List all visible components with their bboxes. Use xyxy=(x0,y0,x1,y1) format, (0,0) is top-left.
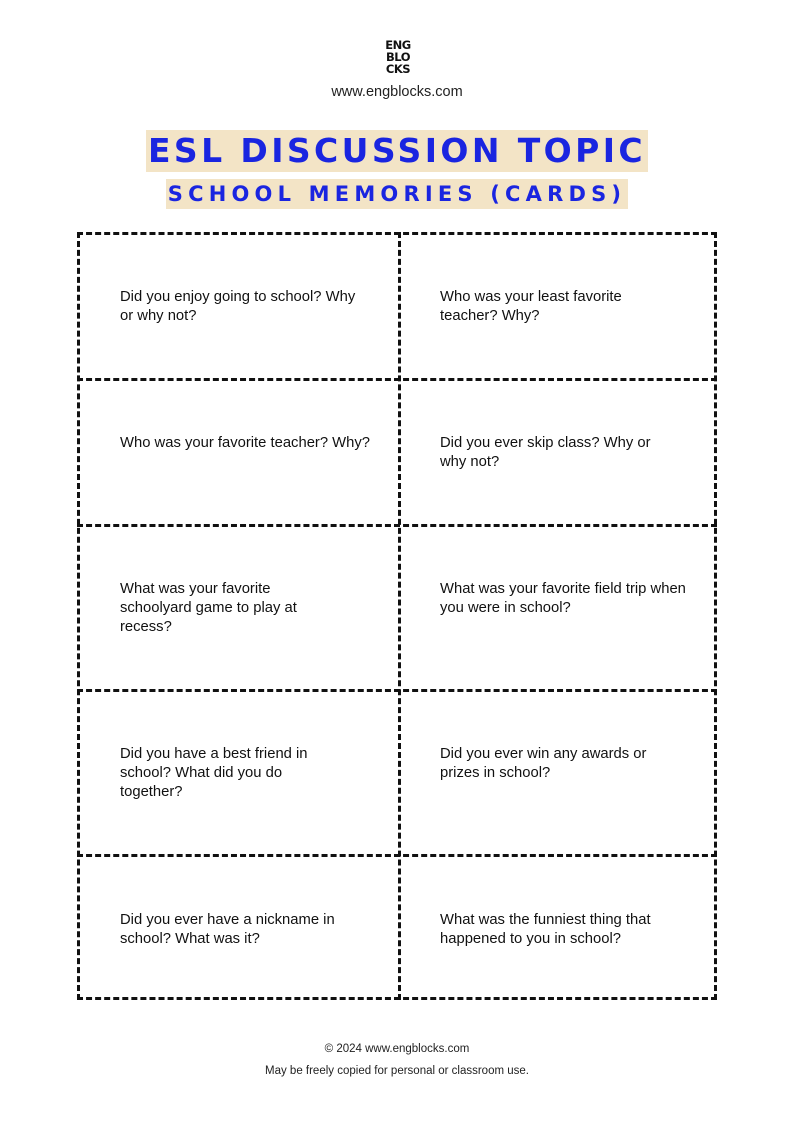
page-subtitle: SCHOOL MEMORIES (CARDS) xyxy=(166,179,628,209)
discussion-card xyxy=(400,692,720,857)
subtitle-wrap xyxy=(0,179,794,209)
card-question: Did you ever win any awards or prizes in school? xyxy=(440,746,647,781)
card-question: Did you have a best friend in school? What did you do together? xyxy=(120,746,308,800)
card-question: Who was your favorite teacher? Why? xyxy=(120,435,371,451)
logo-line-3: CKS xyxy=(385,62,411,76)
discussion-card xyxy=(400,235,720,380)
logo-line-2: BLO xyxy=(386,50,410,64)
footer-copyright: © 2024 www.engblocks.com xyxy=(324,1043,470,1055)
logo-line-1: ENG xyxy=(385,38,411,52)
discussion-card xyxy=(80,235,400,380)
card-question: What was your favorite schoolyard game to play at recess? xyxy=(120,581,297,635)
site-url: www.engblocks.com xyxy=(331,84,463,100)
discussion-card xyxy=(400,857,720,1000)
discussion-card xyxy=(80,527,400,692)
card-question: Who was your least favorite teacher? Why? xyxy=(440,289,622,324)
footer-usage-note: May be freely copied for personal or classroom use. xyxy=(265,1065,529,1077)
discussion-card xyxy=(80,381,400,526)
discussion-card xyxy=(400,527,720,692)
card-question: Did you ever skip class? Why or why not? xyxy=(440,435,651,470)
discussion-card xyxy=(400,381,720,526)
engblocks-logo xyxy=(381,37,415,77)
card-question: Did you ever have a nickname in school? What was it? xyxy=(120,912,335,947)
card-question: What was the funniest thing that happened to you in school? xyxy=(440,912,651,947)
page-title: ESL DISCUSSION TOPIC xyxy=(147,131,646,170)
discussion-cards-grid xyxy=(77,232,717,1000)
card-question: Did you enjoy going to school? Why or why not? xyxy=(120,289,356,324)
discussion-card xyxy=(80,857,400,1000)
discussion-card xyxy=(80,692,400,857)
title-wrap xyxy=(0,130,794,172)
card-question: What was your favorite field trip when you were in school? xyxy=(440,581,686,616)
